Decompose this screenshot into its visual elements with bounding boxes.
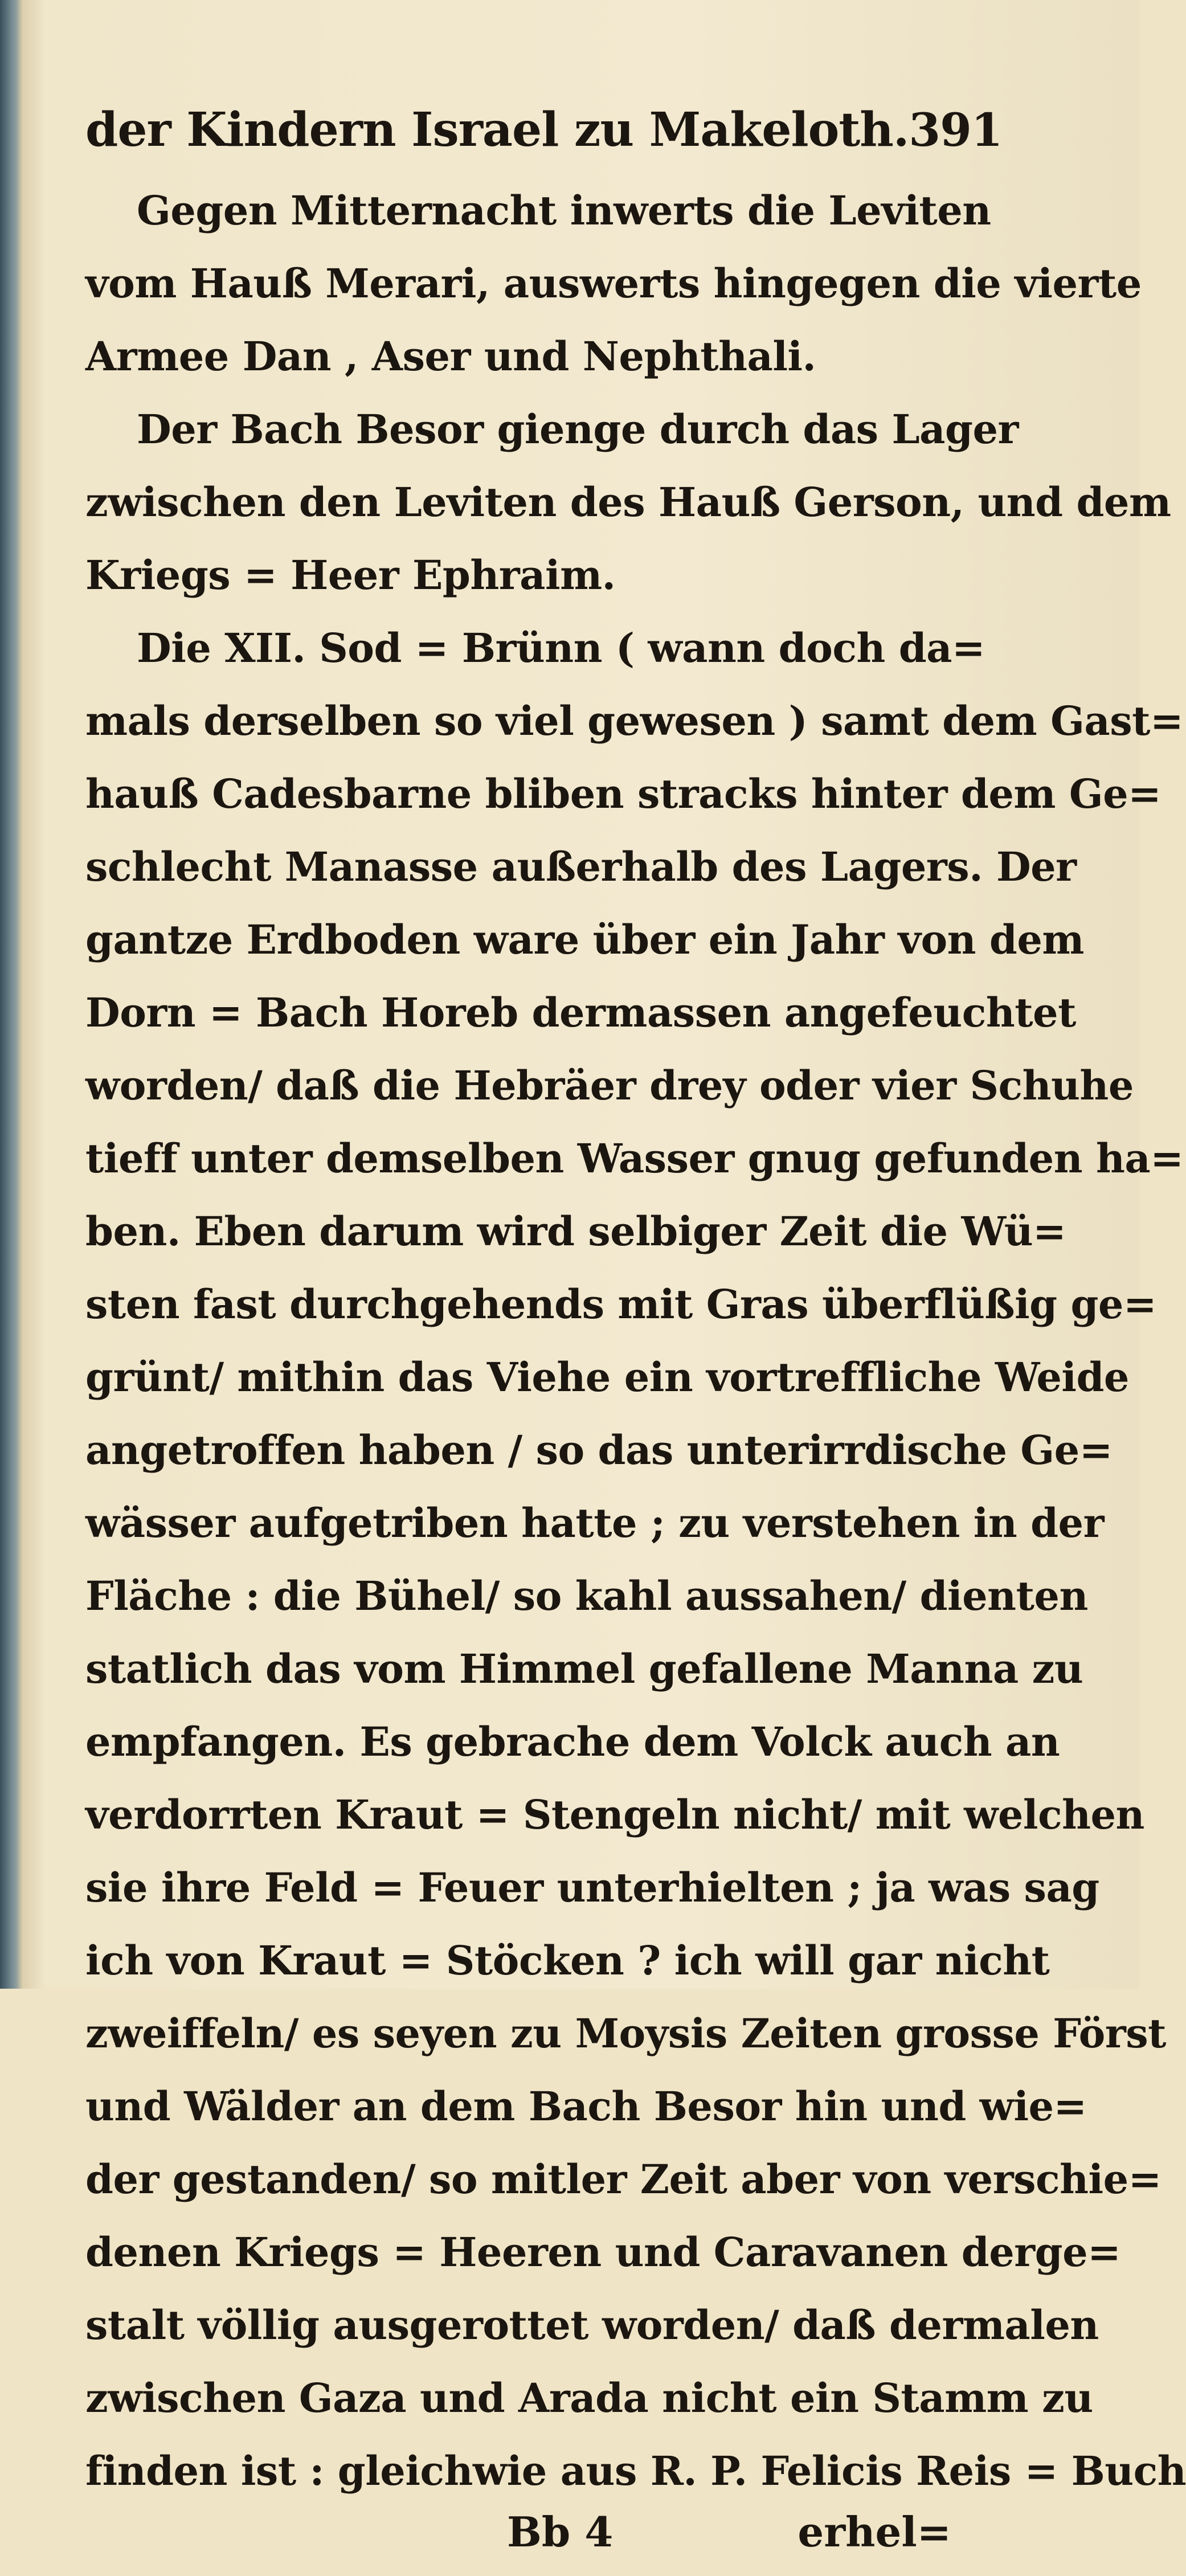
page-number: 391 [909, 103, 1003, 157]
text-line: gantze Erdboden ware über ein Jahr von dem [85, 916, 1084, 963]
signature-mark: Bb 4 [507, 2508, 614, 2556]
text-line: sie ihre Feld = Feuer unterhielten ; ja was sag [85, 1864, 1099, 1911]
text-line: denen Kriegs = Heeren und Caravanen derge= [85, 2229, 1121, 2276]
text-line: empfangen. Es gebrache dem Volck auch an [85, 1718, 1060, 1765]
text-line: zweiffeln/ es seyen zu Moysis Zeiten grosse Först [85, 2010, 1166, 2057]
text-line: zwischen den Leviten des Hauß Gerson, und dem [85, 479, 1171, 526]
text-line: Fläche : die Bühel/ so kahl aussahen/ dienten [85, 1572, 1088, 1620]
text-line: hauß Cadesbarne bliben stracks hinter dem Ge= [85, 770, 1162, 817]
text-line: der gestanden/ so mitler Zeit aber von verschie= [85, 2156, 1162, 2203]
text-line: ben. Eben darum wird selbiger Zeit die Wü= [85, 1208, 1066, 1255]
text-line: statlich das vom Himmel gefallene Manna zu [85, 1645, 1083, 1692]
page-footer [85, 2508, 951, 2576]
text-line: grünt/ mithin das Viehe ein vortreffliche Weide [85, 1354, 1129, 1401]
text-line: und Wälder an dem Bach Besor hin und wie= [85, 2083, 1087, 2130]
text-line: wässer aufgetriben hatte ; zu verstehen in der [85, 1499, 1104, 1547]
text-line: Dorn = Bach Horeb dermassen angefeuchtet [85, 989, 1076, 1036]
text-line: tieff unter demselben Wasser gnug gefunden ha= [85, 1135, 1184, 1182]
text-line: Armee Dan , Aser und Nephthali. [85, 333, 816, 380]
body-text [85, 174, 1186, 2508]
running-title: der Kindern Israel zu Makeloth. [85, 103, 909, 157]
text-line: Der Bach Besor gienge durch das Lager [137, 406, 1019, 453]
text-line: angetroffen haben / so das unterirrdische Ge= [85, 1426, 1113, 1474]
text-line: Kriegs = Heer Ephraim. [85, 551, 616, 599]
text-line: vom Hauß Merari, auswerts hingegen die vierte [85, 260, 1142, 307]
text-line: zwischen Gaza und Arada nicht ein Stamm zu [85, 2374, 1093, 2422]
text-line: mals derselben so viel gewesen ) samt dem Gast= [85, 697, 1184, 745]
text-line: Die XII. Sod = Brünn ( wann doch da= [137, 624, 985, 672]
text-line: schlecht Manasse außerhalb des Lagers. Der [85, 843, 1077, 890]
text-line: finden ist : gleichwie aus R. P. Felicis Reis = Buch [85, 2447, 1186, 2495]
text-line: worden/ daß die Hebräer drey oder vier Schuhe [85, 1062, 1134, 1109]
catchword: erhel= [798, 2508, 951, 2556]
text-line: stalt völlig ausgerottet worden/ daß dermalen [85, 2301, 1099, 2349]
book-gutter [0, 0, 23, 1989]
running-header [85, 103, 1003, 171]
page-content [85, 103, 1186, 2556]
text-line: sten fast durchgehends mit Gras überflüßig ge= [85, 1281, 1157, 1328]
text-line: verdorrten Kraut = Stengeln nicht/ mit welchen [85, 1791, 1144, 1838]
text-line: ich von Kraut = Stöcken ? ich will gar nicht [85, 1937, 1050, 1984]
text-line: Gegen Mitternacht inwerts die Leviten [137, 187, 991, 234]
